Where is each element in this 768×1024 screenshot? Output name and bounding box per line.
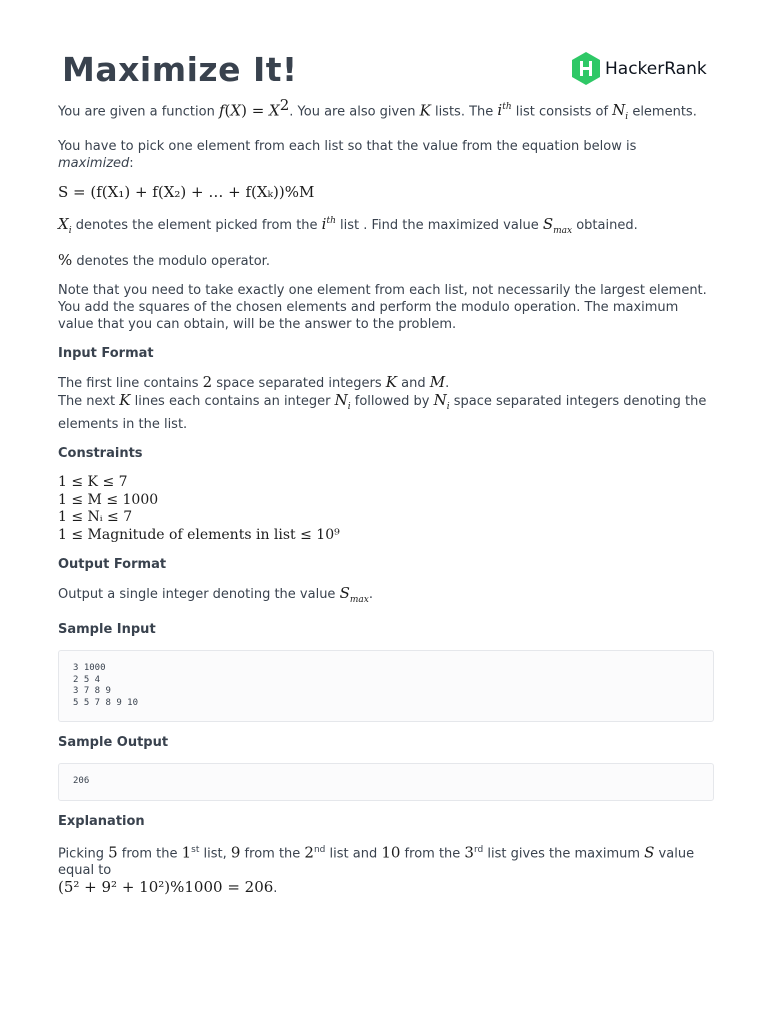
output-format-heading: Output Format [58, 557, 167, 573]
explanation-text: Picking 5 from the 1st list, 9 from the 2nd list and 10 from the 3rd list gives the maximum S value equal to (5² + 9² + 10²)%1000 = 206. [58, 843, 695, 897]
explanation-heading: Explanation [58, 813, 145, 829]
sample-input-heading: Sample Input [58, 622, 156, 638]
pick-paragraph: You have to pick one element from each list so that the value from the equation below is maximized: [58, 139, 637, 172]
code-line: 3 1000 [73, 663, 106, 674]
constraints-heading: Constraints [58, 446, 143, 462]
note-paragraph: Note that you need to take exactly one element from each list, not necessarily the largest element. You add the squares of the chosen elements and perform the modulo operation. The maximum value that you can obtain, will be the answer to the problem. [58, 283, 707, 333]
code-line: 5 5 7 8 9 10 [73, 697, 139, 708]
intro-paragraph: You are given a function $f(X) = X^2$. You are also given K lists. The $i^{th}$ list consists of $N_i$ elements. [58, 96, 697, 123]
page-title: Maximize It! [62, 50, 298, 89]
constraints-list [58, 474, 714, 544]
xi-paragraph: $X_i$ denotes the element picked from the $i^{th}$ list . Find the maximized value $S_{max}$ obtained. [58, 215, 638, 237]
sample-output-box[interactable] [58, 763, 714, 801]
code-line: 2 5 4 [73, 674, 101, 685]
sample-input-box[interactable] [58, 650, 714, 722]
constraint-item: 1 ≤ Nᵢ ≤ 7 [58, 509, 133, 526]
hackerrank-logo-icon [571, 52, 601, 85]
constraint-item: 1 ≤ K ≤ 7 [58, 474, 128, 491]
output-format-text: Output a single integer denoting the value $S_{max}$. [58, 584, 373, 606]
sample-output-heading: Sample Output [58, 735, 169, 751]
constraint-item: 1 ≤ M ≤ 1000 [58, 491, 159, 508]
hackerrank-logo[interactable] [571, 52, 707, 85]
equation: S = (f(X₁) + f(X₂) + … + f(Xₖ))%M [58, 183, 315, 202]
input-format-text: The first line contains 2 space separated integers K and M. The next K lines each contains an integer $N_i$ followed by $N_i$ space separated integers denoting the elements in the list. [58, 373, 707, 433]
constraint-item: 1 ≤ Magnitude of elements in list ≤ 10⁹ [58, 526, 340, 543]
problem-statement [58, 97, 714, 909]
code-line: 206 [73, 776, 90, 787]
modulo-paragraph: % denotes the modulo operator. [58, 251, 270, 270]
logo-text: HackerRank [605, 58, 707, 79]
input-format-heading: Input Format [58, 346, 154, 362]
code-line: 3 7 8 9 [73, 686, 111, 697]
